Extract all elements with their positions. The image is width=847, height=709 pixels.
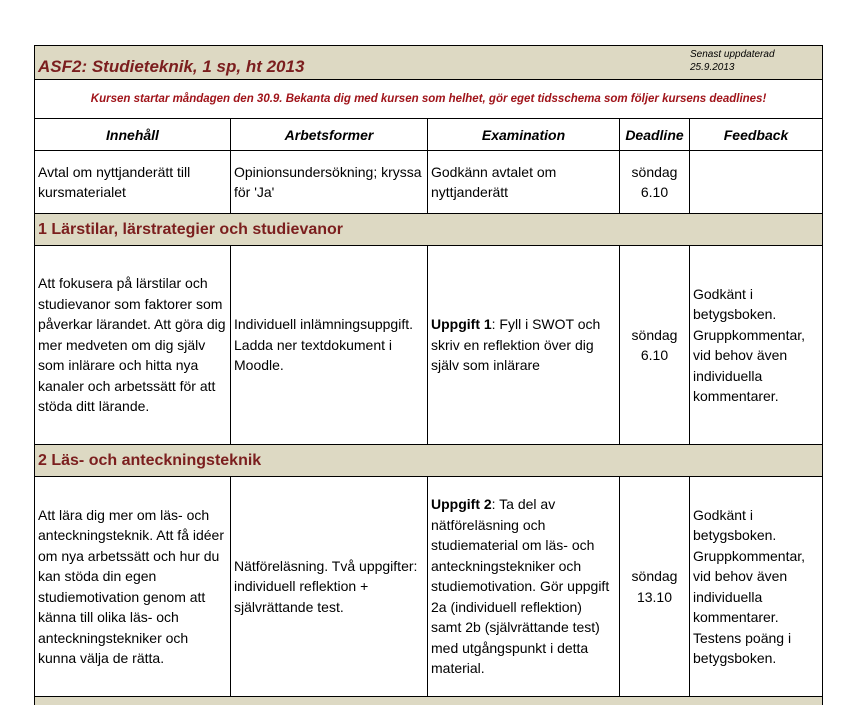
cell-content: Att lära dig mer om läs- och anteckningsteknik. Att få idéer om nya arbetssätt och hur du kan stöda din egen studiemotivation genom att känna till olika läs- och anteckningstekniker och kunna välja de rätta. [35, 477, 231, 697]
exam-task-label: Uppgift 2 [431, 496, 492, 513]
deadline-date: 6.10 [640, 184, 669, 200]
next-section-stub [35, 697, 823, 706]
section-header-row [35, 445, 823, 477]
next-section-row [35, 697, 823, 706]
header-deadline: Deadline [620, 119, 690, 151]
cell-work: Opinionsundersökning; kryssa för 'Ja' [231, 151, 428, 214]
cell-work: Individuell inlämningsuppgift. Ladda ner textdokument i Moodle. [231, 246, 428, 445]
schedule-table [34, 45, 823, 705]
deadline-date: 6.10 [640, 347, 669, 363]
cell-work: Nätföreläsning. Två uppgifter: individuell reflektion + självrättande test. [231, 477, 428, 697]
header-exam: Examination [428, 119, 620, 151]
table-row [35, 477, 823, 697]
section-title: 1 Lärstilar, lärstrategier och studievanor [35, 214, 823, 246]
cell-exam [428, 246, 620, 445]
last-updated-label: Senast uppdaterad [690, 49, 775, 60]
course-title: ASF2: Studieteknik, 1 sp, ht 2013 [38, 56, 305, 76]
cell-deadline [620, 151, 690, 214]
course-notice: Kursen startar måndagen den 30.9. Bekanta dig med kursen som helhet, gör eget tidsschema som följer kursens deadlines! [35, 80, 823, 119]
title-row [35, 46, 823, 80]
table-row [35, 151, 823, 214]
section-title: 2 Läs- och anteckningsteknik [35, 445, 823, 477]
cell-content: Avtal om nyttjanderätt till kursmaterialet [35, 151, 231, 214]
table-row [35, 246, 823, 445]
cell-feedback [690, 151, 823, 214]
cell-deadline [620, 246, 690, 445]
last-updated [690, 48, 775, 74]
notice-row [35, 80, 823, 119]
cell-feedback: Godkänt i betygsboken. Gruppkommentar, vid behov även individuella kommentarer. Testens poäng i betygsboken. [690, 477, 823, 697]
cell-feedback: Godkänt i betygsboken. Gruppkommentar, vid behov även individuella kommentarer. [690, 246, 823, 445]
cell-content: Att fokusera på lärstilar och studievanor som faktorer som påverkar lärandet. Att göra dig mer medveten om dig själv som inlärare och hitta nya kanaler och arbetssätt för att stöda ditt lärande. [35, 246, 231, 445]
deadline-day: söndag [631, 326, 678, 343]
header-work: Arbetsformer [231, 119, 428, 151]
section-header-row [35, 214, 823, 246]
cell-exam: Godkänn avtalet om nyttjanderätt [428, 151, 620, 214]
deadline-date: 13.10 [636, 588, 673, 605]
header-content: Innehåll [35, 119, 231, 151]
cell-deadline [620, 477, 690, 697]
header-row [35, 119, 823, 151]
deadline-day: söndag [631, 163, 678, 180]
deadline-day: söndag [631, 568, 678, 584]
exam-task-label: Uppgift 1 [431, 316, 492, 333]
last-updated-date: 25.9.2013 [690, 62, 735, 73]
cell-exam [428, 477, 620, 697]
exam-task-text: : Fyll i SWOT och skriv en reflektion över dig själv som inlärare [431, 316, 601, 374]
header-feedback: Feedback [690, 119, 823, 151]
course-schedule-sheet [34, 45, 822, 705]
exam-task-text: : Ta del av nätföreläsning och studiematerial om läs- och anteckningstekniker och studiemotivation. Gör uppgift 2a (individuell reflektion) samt 2b (självrättande test) med utgångspunkt i detta material. [431, 496, 610, 677]
